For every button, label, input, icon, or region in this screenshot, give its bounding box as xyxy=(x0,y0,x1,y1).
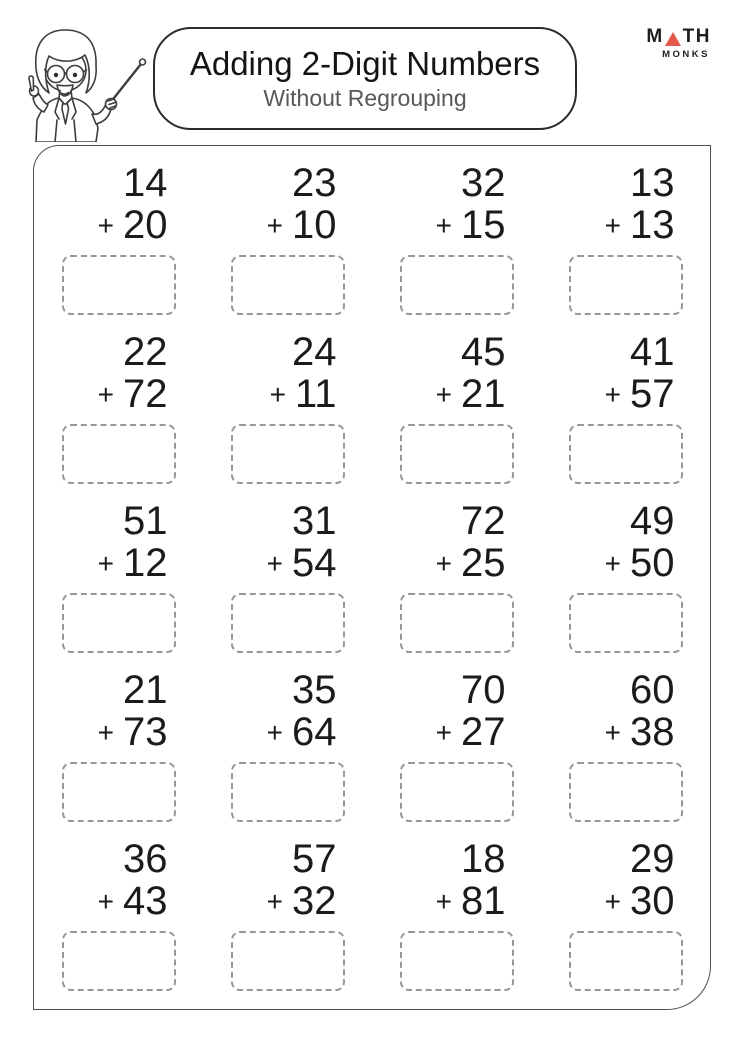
plus-operator: + xyxy=(97,548,114,579)
plus-operator: + xyxy=(269,379,286,410)
plus-operator: + xyxy=(97,210,114,241)
top-addend: 23 xyxy=(292,161,337,205)
logo-letters-th: TH xyxy=(682,26,711,47)
answer-box[interactable] xyxy=(400,424,514,484)
addition-problem xyxy=(569,669,683,822)
top-addend: 60 xyxy=(630,668,675,712)
raised-arm xyxy=(33,94,48,112)
top-addend: 72 xyxy=(461,499,506,543)
top-addend: 13 xyxy=(630,161,675,205)
bottom-addend-row xyxy=(231,711,345,753)
addition-problem xyxy=(400,331,514,484)
bottom-addend-row xyxy=(400,880,514,922)
plus-operator: + xyxy=(604,210,621,241)
bottom-addend-row xyxy=(569,880,683,922)
bottom-addend: 27 xyxy=(461,710,506,754)
teacher-mascot-illustration xyxy=(10,24,152,142)
bottom-addend-row xyxy=(231,373,345,415)
top-addend: 49 xyxy=(630,499,675,543)
top-addend: 35 xyxy=(292,668,337,712)
bottom-addend: 73 xyxy=(123,710,168,754)
bottom-addend: 20 xyxy=(123,203,168,247)
plus-operator: + xyxy=(435,379,452,410)
addition-problem xyxy=(231,331,345,484)
answer-box[interactable] xyxy=(569,424,683,484)
pointer-stick xyxy=(110,64,141,103)
answer-box[interactable] xyxy=(231,593,345,653)
title-box xyxy=(153,27,577,130)
addition-problem xyxy=(569,500,683,653)
plus-operator: + xyxy=(435,210,452,241)
answer-box[interactable] xyxy=(569,762,683,822)
plus-operator: + xyxy=(435,886,452,917)
top-addend: 70 xyxy=(461,668,506,712)
top-addend: 36 xyxy=(123,837,168,881)
bottom-addend: 38 xyxy=(630,710,675,754)
answer-box[interactable] xyxy=(569,593,683,653)
plus-operator: + xyxy=(604,379,621,410)
bottom-addend: 72 xyxy=(123,372,168,416)
answer-box[interactable] xyxy=(62,593,176,653)
bottom-addend: 57 xyxy=(630,372,675,416)
bottom-addend: 43 xyxy=(123,879,168,923)
plus-operator: + xyxy=(604,886,621,917)
answer-box[interactable] xyxy=(400,931,514,991)
logo-word-math xyxy=(646,26,711,48)
worksheet-title: Adding 2-Digit Numbers xyxy=(189,44,541,82)
answer-box[interactable] xyxy=(231,424,345,484)
plus-operator: + xyxy=(266,548,283,579)
bottom-addend: 30 xyxy=(630,879,675,923)
bottom-addend-row xyxy=(400,373,514,415)
bottom-addend-row xyxy=(62,880,176,922)
top-addend: 57 xyxy=(292,837,337,881)
addition-problem xyxy=(231,500,345,653)
plus-operator: + xyxy=(266,717,283,748)
bottom-addend-row xyxy=(231,880,345,922)
plus-operator: + xyxy=(97,717,114,748)
bottom-addend-row xyxy=(400,542,514,584)
problems-grid xyxy=(34,162,710,991)
top-addend: 41 xyxy=(630,330,675,374)
bottom-addend: 32 xyxy=(292,879,337,923)
addition-problem xyxy=(62,162,176,315)
plus-operator: + xyxy=(435,717,452,748)
top-addend: 45 xyxy=(461,330,506,374)
addition-problem xyxy=(62,838,176,991)
top-addend: 21 xyxy=(123,668,168,712)
addition-problem xyxy=(400,500,514,653)
top-addend: 22 xyxy=(123,330,168,374)
bottom-addend-row xyxy=(569,373,683,415)
bottom-addend-row xyxy=(569,542,683,584)
plus-operator: + xyxy=(97,886,114,917)
addition-problem xyxy=(62,669,176,822)
answer-box[interactable] xyxy=(569,931,683,991)
addition-problem xyxy=(400,838,514,991)
math-monks-logo xyxy=(646,26,711,60)
worksheet-subtitle: Without Regrouping xyxy=(263,85,467,111)
bottom-addend-row xyxy=(231,542,345,584)
bottom-addend: 10 xyxy=(292,203,337,247)
bottom-addend: 21 xyxy=(461,372,506,416)
left-eye xyxy=(54,73,58,77)
addition-problem xyxy=(569,838,683,991)
addition-problem xyxy=(62,331,176,484)
plus-operator: + xyxy=(266,210,283,241)
answer-box[interactable] xyxy=(400,593,514,653)
plus-operator: + xyxy=(266,886,283,917)
logo-word-monks: MONKS xyxy=(662,49,710,60)
answer-box[interactable] xyxy=(62,424,176,484)
addition-problem xyxy=(231,838,345,991)
plus-operator: + xyxy=(97,379,114,410)
answer-box[interactable] xyxy=(62,255,176,315)
bottom-addend-row xyxy=(62,204,176,246)
bottom-addend-row xyxy=(400,204,514,246)
addition-problem xyxy=(569,331,683,484)
bottom-addend: 13 xyxy=(630,203,675,247)
top-addend: 14 xyxy=(123,161,168,205)
bottom-addend: 25 xyxy=(461,541,506,585)
worksheet-header xyxy=(0,0,736,145)
bottom-addend-row xyxy=(569,711,683,753)
top-addend: 18 xyxy=(461,837,506,881)
bottom-addend-row xyxy=(569,204,683,246)
bottom-addend: 64 xyxy=(292,710,337,754)
plus-operator: + xyxy=(604,548,621,579)
answer-box[interactable] xyxy=(400,255,514,315)
answer-box[interactable] xyxy=(569,255,683,315)
top-addend: 24 xyxy=(292,330,337,374)
bottom-addend-row xyxy=(231,204,345,246)
plus-operator: + xyxy=(604,717,621,748)
addition-problem xyxy=(569,162,683,315)
bottom-addend: 81 xyxy=(461,879,506,923)
answer-box[interactable] xyxy=(231,762,345,822)
bottom-addend: 11 xyxy=(294,372,337,416)
addition-problem xyxy=(231,162,345,315)
bottom-addend-row xyxy=(62,373,176,415)
answer-box[interactable] xyxy=(62,931,176,991)
top-addend: 31 xyxy=(292,499,337,543)
answer-box[interactable] xyxy=(400,762,514,822)
bottom-addend-row xyxy=(62,711,176,753)
plus-operator: + xyxy=(435,548,452,579)
bottom-addend: 15 xyxy=(461,203,506,247)
pointer-tip-icon xyxy=(140,59,146,65)
triangle-a-icon xyxy=(665,32,681,46)
logo-letter-m: M xyxy=(646,26,664,47)
answer-box[interactable] xyxy=(231,255,345,315)
answer-box[interactable] xyxy=(62,762,176,822)
addition-problem xyxy=(400,162,514,315)
bottom-addend: 54 xyxy=(292,541,337,585)
bottom-addend: 12 xyxy=(123,541,168,585)
top-addend: 29 xyxy=(630,837,675,881)
worksheet-frame xyxy=(33,145,711,1010)
right-eye xyxy=(73,73,77,77)
top-addend: 32 xyxy=(461,161,506,205)
bottom-addend-row xyxy=(62,542,176,584)
addition-problem xyxy=(62,500,176,653)
top-addend: 51 xyxy=(123,499,168,543)
addition-problem xyxy=(231,669,345,822)
answer-box[interactable] xyxy=(231,931,345,991)
addition-problem xyxy=(400,669,514,822)
bottom-addend: 50 xyxy=(630,541,675,585)
bottom-addend-row xyxy=(400,711,514,753)
